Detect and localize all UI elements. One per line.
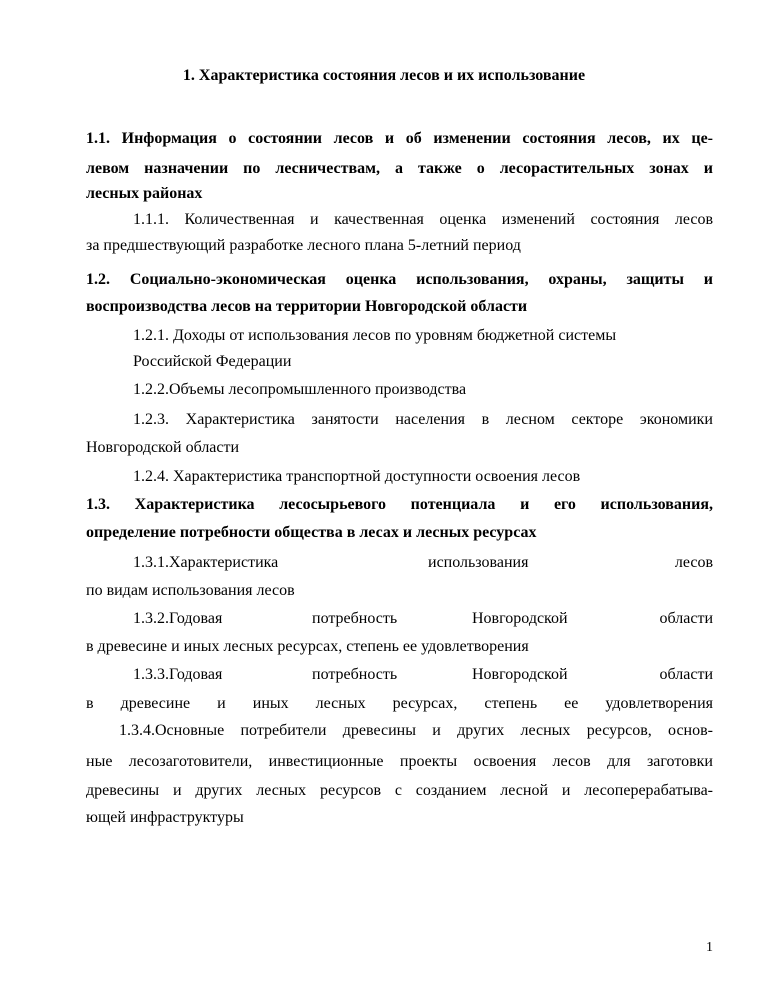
item-1-3-3-word-1: 1.3.3.Годовая: [133, 666, 223, 683]
item-1-3-1-word-3: лесов: [674, 554, 713, 571]
heading-1-3-line-2: определение потребности общества в лесах и лесных ресурсах: [86, 524, 537, 541]
item-1-3-2-word-2: потребность: [312, 610, 398, 627]
heading-1-2-line-1: 1.2. Социально-экономическая оценка использования, охраны, защиты и: [86, 271, 713, 288]
item-1-3-4-line-4: ющей инфраструктуры: [86, 809, 244, 826]
item-1-3-1-word-1: 1.3.1.Характеристика: [133, 554, 279, 571]
item-1-3-2-word-1: 1.3.2.Годовая: [133, 610, 223, 627]
heading-1-1-line-1: 1.1. Информация о состоянии лесов и об изменении состояния лесов, их це-: [86, 130, 713, 147]
item-1-3-3-word-3: Новгородской: [472, 666, 568, 683]
item-1-3-3-word-4: области: [659, 666, 713, 683]
item-1-3-4-line-3: древесины и других лесных ресурсов с созданием лесной и лесоперерабатыва-: [86, 782, 713, 799]
item-1-2-3-line-1: 1.2.3. Характеристика занятости населения в лесном секторе экономики: [133, 411, 713, 428]
item-1-2-3-line-2: Новгородской области: [86, 439, 240, 456]
item-1-2-4: 1.2.4. Характеристика транспортной доступности освоения лесов: [133, 468, 581, 485]
heading-1-3-line-1: 1.3. Характеристика лесосырьевого потенциала и его использования,: [86, 496, 713, 513]
item-1-3-3-word-2: потребность: [312, 666, 398, 683]
item-1-3-2-line-2: в древесине и иных лесных ресурсах, степень ее удовлетворения: [86, 638, 529, 655]
item-1-2-1-line-2: Российской Федерации: [133, 353, 292, 370]
item-1-3-1-word-2: использования: [428, 554, 529, 571]
heading-1-2-line-2: воспроизводства лесов на территории Новгородской области: [86, 298, 528, 315]
item-1-3-2-word-3: Новгородской: [472, 610, 568, 627]
item-1-3-2-word-4: области: [659, 610, 713, 627]
item-1-1-1-line-1: 1.1.1. Количественная и качественная оценка изменений состояния лесов: [133, 211, 713, 228]
item-1-3-4-line-1: 1.3.4.Основные потребители древесины и других лесных ресурсов, основ-: [119, 722, 713, 739]
item-1-1-1-line-2: за предшествующий разработке лесного плана 5-летний период: [86, 237, 521, 254]
page-number: 1: [706, 940, 713, 955]
item-1-2-2: 1.2.2.Объемы лесопромышленного производства: [133, 381, 467, 398]
heading-1-1-line-3: лесных районах: [86, 185, 203, 202]
item-1-2-1-line-1: 1.2.1. Доходы от использования лесов по уровням бюджетной системы: [133, 327, 617, 344]
item-1-3-1-line-2: по видам использования лесов: [86, 582, 295, 599]
heading-1-1-line-2: левом назначении по лесничествам, а также о лесорастительных зонах и: [86, 160, 713, 177]
item-1-3-3-line-2: в древесине и иных лесных ресурсах, степень ее удовлетворения: [86, 695, 713, 712]
item-1-3-4-line-2: ные лесозаготовители, инвестиционные проекты освоения лесов для заготовки: [86, 753, 713, 770]
page-title: 1. Характеристика состояния лесов и их использование: [182, 67, 586, 84]
